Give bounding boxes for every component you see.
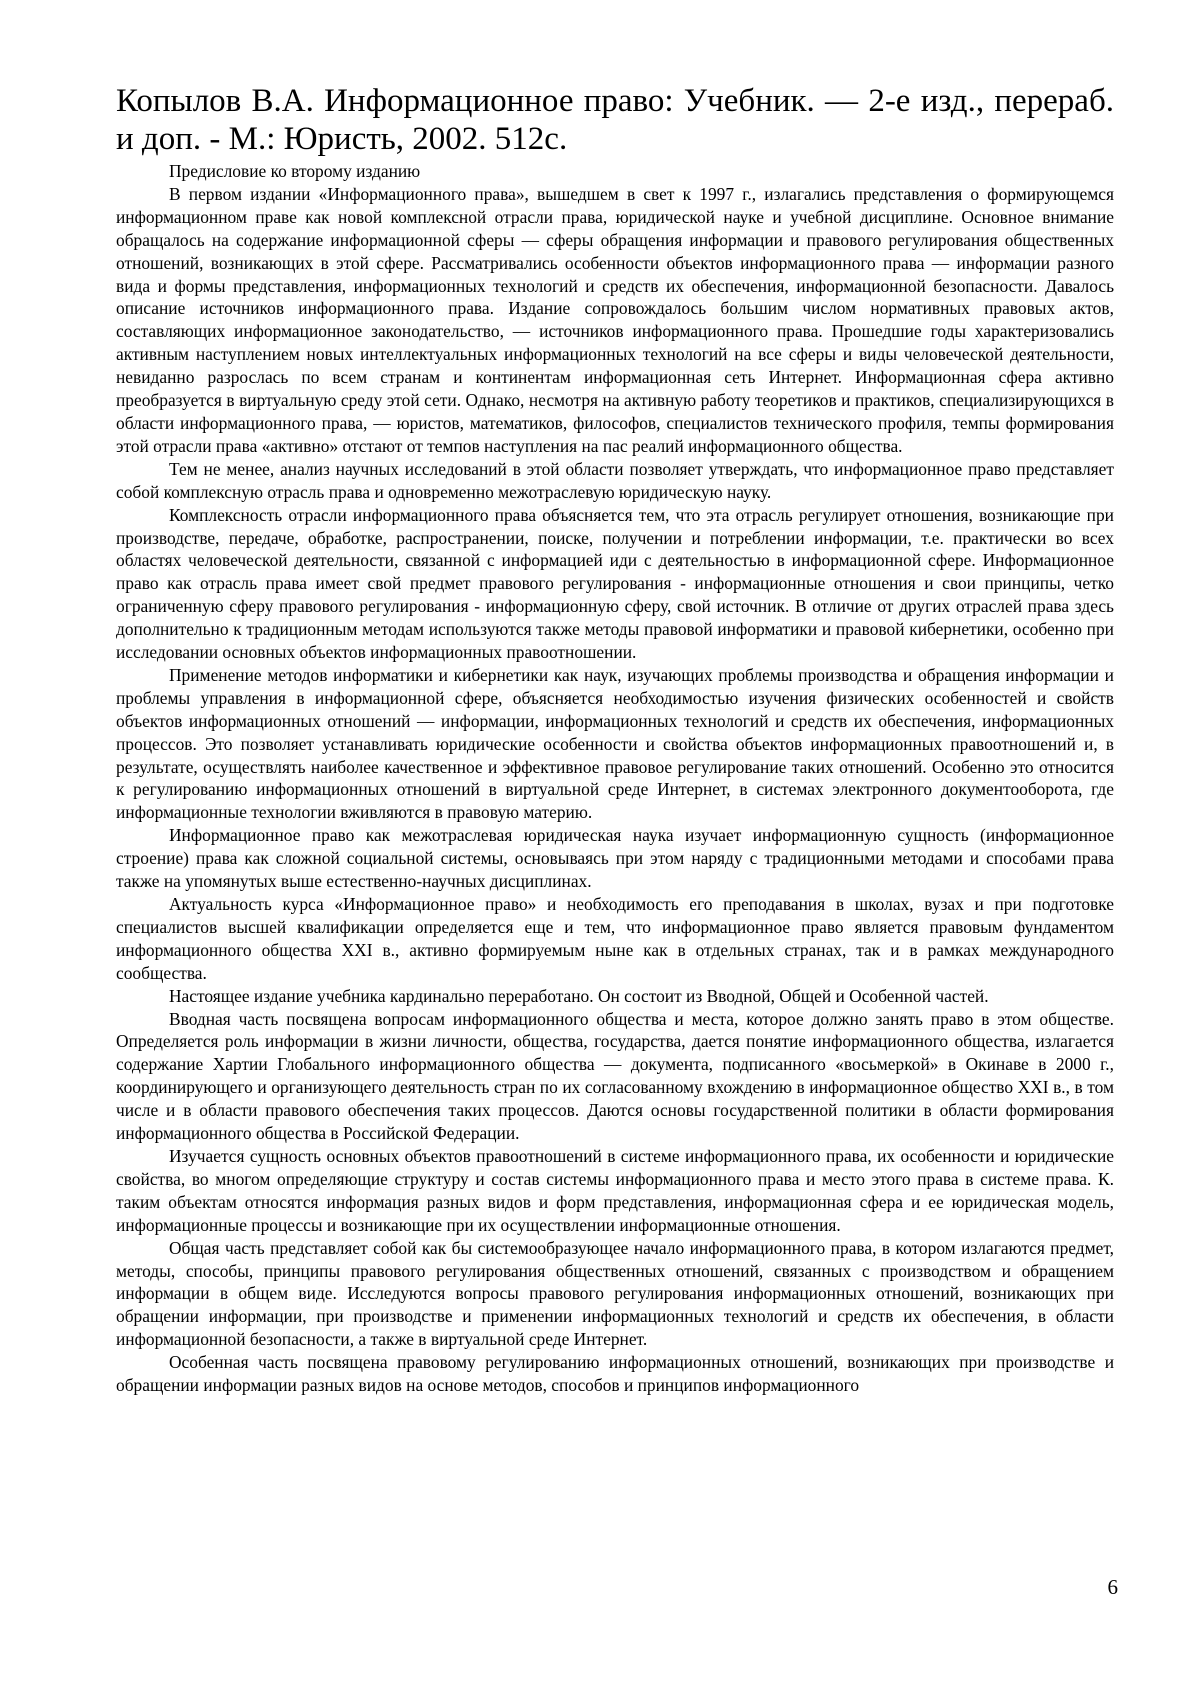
document-page — [116, 82, 1114, 1397]
paragraph-7: Настоящее издание учебника кардинально переработано. Он состоит из Вводной, Общей и Особенной частей. — [169, 985, 989, 1006]
paragraph-11: Особенная часть посвящена правовому регулированию информационных отношений, возникающих при производстве и обращении информации разных видов на основе методов, способов и принципов информационного — [116, 1352, 1114, 1396]
page-number: 6 — [1107, 1575, 1118, 1599]
section-heading: Предисловие ко второму изданию — [169, 161, 421, 181]
paragraph-10: Общая часть представляет собой как бы системообразующее начало информационного права, в котором излагаются предмет, методы, способы, принципы правового регулирования общественных отношений, связанных с производством и обращением информации в общем виде. Исследуются вопросы правового регулирования информационных отношений, возникающих при обращении информации, при производстве и применении информационных технологий и средств их обеспечения, в области информационной безопасности, а также в виртуальной среде Интернет. — [116, 1237, 1114, 1350]
paragraph-3: Комплексность отрасли информационного права объясняется тем, что эта отрасль регулирует отношения, возникающие при производстве, передаче, обработке, распространении, поиске, получении и потреблении информации, т.е. практически во всех областях человеческой деятельности, связанной с информацией иди с деятельностью в информационной сфере. Информационное право как отрасль права имеет свой предмет правового регулирования - информационные отношения и свои принципы, четко ограниченную сферу правового регулирования - информационную сферу, свой источник. В отличие от других отраслей права здесь дополнительно к традиционным методам используются также методы правовой информатики и правовой кибернетики, особенно при исследовании основных объектов информационных правоотношении. — [116, 504, 1114, 663]
paragraph-1: В первом издании «Информационного права», вышедшем в свет к 1997 г., излагались представления о формирующемся информационном праве как новой комплексной отрасли права, юридической науке и учебной дисциплине. Основное внимание обращалось на содержание информационной сферы — сферы обращения информации и правового регулирования общественных отношений, возникающих в этой сфере. Рассматривались особенности объектов информационного права — информации разного вида и формы представления, информационных технологий и средств их обеспечения, информационной безопасности. Давалось описание источников информационного права. Издание сопровождалось большим числом нормативных правовых актов, составляющих информационное законодательство, — источников информационного права. Прошедшие годы характеризовались активным наступлением новых интеллектуальных информационных технологий на все сферы и виды человеческой деятельности, невиданно разрослась по всем странам и континентам информационная сеть Интернет. Информационная сфера активно преобразуется в виртуальную среду этой сети. Однако, несмотря на активную работу теоретиков и практиков, специализирующихся в области информационного права, — юристов, математиков, философов, специалистов технического профиля, темпы формирования этой отрасли права «активно» отстают от темпов наступления на пас реалий информационного общества. — [116, 183, 1114, 456]
paragraph-5: Информационное право как межотраслевая юридическая наука изучает информационную сущность (информационное строение) права как сложной социальной системы, основываясь при этом наряду с традиционными методами и способами права также на упомянутых выше естественно-научных дисциплинах. — [116, 825, 1114, 892]
paragraph-6: Актуальность курса «Информационное право» и необходимость его преподавания в школах, вузах и при подготовке специалистов высшей квалификации определяется еще и тем, что информационное право является правовым фундаментом информационного общества XXI в., активно формируемым ныне как в отдельных странах, так и в рамках международного сообщества. — [116, 894, 1114, 983]
document-title: Копылов В.А. Информационное право: Учебник. — 2-е изд., перераб. и доп. - М.: Юристь, 2002. 512с. — [116, 83, 1114, 157]
paragraph-4: Применение методов информатики и кибернетики как наук, изучающих проблемы производства и обращения информации и проблемы управления в информационной сфере, объясняется необходимостью изучения физических особенностей и свойств объектов информационных отношений — информации, информационных технологий и средств их обеспечения, информационных процессов. Это позволяет устанавливать юридические особенности и свойства объектов информационных правоотношений и, в результате, осуществлять наиболее качественное и эффективное правовое регулирование таких отношений. Особенно это относится к регулированию информационных отношений в виртуальной среде Интернет, в системах электронного документооборота, где информационные технологии вживляются в правовую материю. — [116, 664, 1114, 823]
paragraph-2: Тем не менее, анализ научных исследований в этой области позволяет утверждать, что информационное право представляет собой комплексную отрасль права и одновременно межотраслевую юридическую науку. — [116, 458, 1114, 502]
paragraph-8: Вводная часть посвящена вопросам информационного общества и места, которое должно занять право в этом обществе. Определяется роль информации в жизни личности, общества, государства, дается понятие информационного общества, излагается содержание Хартии Глобального информационного общества — документа, подписанного «восьмеркой» в Окинаве в 2000 г., координирующего и организующего деятельность стран по их согласованному вхождению в информационное общество XXI в., в том числе и в области правового обеспечения таких процессов. Даются основы государственной политики в области формирования информационного общества в Российской Федерации. — [116, 1008, 1114, 1144]
paragraph-9: Изучается сущность основных объектов правоотношений в системе информационного права, их особенности и юридические свойства, во многом определяющие структуру и состав системы информационного права и место этого права в системе права. К. таким объектам относятся информация разных видов и форм представления, информационная сфера и ее юридическая модель, информационные процессы и возникающие при их осуществлении информационные отношения. — [116, 1145, 1114, 1235]
document-body — [116, 183, 1114, 1397]
